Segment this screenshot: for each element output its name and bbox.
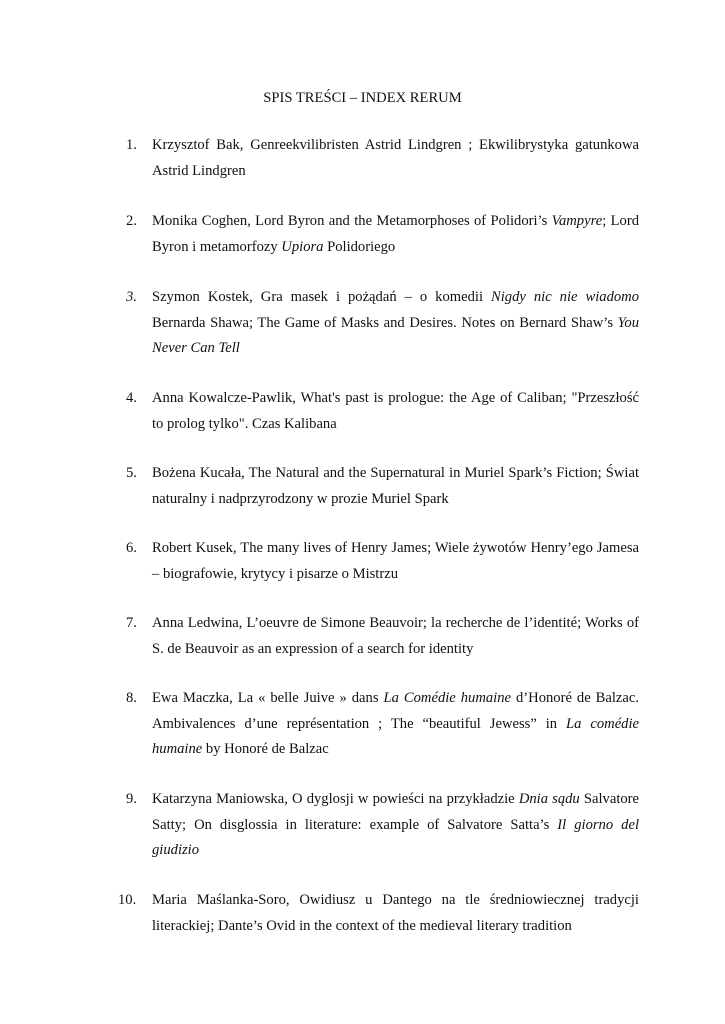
toc-entry-number: 7. [126,615,137,631]
toc-entry-text-part: Ewa Maczka, La « belle Juive » dans [152,690,384,706]
toc-entry-italic-title: You Never Can Tell [152,314,639,356]
toc-entry-text [152,133,639,184]
toc-entry-text [152,461,639,512]
toc-entry-number: 9. [126,791,137,807]
toc-entry-text [152,686,639,763]
toc-entry-text [152,285,639,362]
toc-entry-text-part: Anna Ledwina, L’oeuvre de Simone Beauvoir; la recherche de l’identité; Works of S. de Beauvoir as an expression of a search for identity [152,615,639,657]
toc-entry-text-part: Robert Kusek, The many lives of Henry James; Wiele żywotów Henry’ego Jamesa – biografowie, krytycy i pisarze o Mistrzu [152,540,639,582]
toc-entry-text-part: by Honoré de Balzac [202,741,329,757]
toc-entry-italic-title: Dnia sądu [518,791,580,807]
toc-entry-italic-title: Upiora [281,238,324,255]
toc-entry-text [152,386,639,437]
toc-entry-text-part: Bożena Kucała, The Natural and the Supernatural in Muriel Spark’s Fiction; Świat naturalny i nadprzyrodzony w prozie Muriel Spark [152,465,639,507]
toc-entry-text-part: Monika Coghen, Lord Byron and the Metamorphoses of Polidori’s [152,213,552,229]
toc-entry-italic-title: Nigdy nic nie wiadomo [491,289,640,305]
toc-entry-number: 5. [126,465,137,481]
toc-entry-text-part: Polidoriego [323,238,396,255]
toc-entry-number: 1. [126,137,137,153]
toc-entry-number: 2. [126,213,137,229]
toc-entry-text [152,611,639,662]
toc-entry-number: 8. [126,690,137,706]
toc-entry-italic-title: Vampyre [551,213,603,229]
toc-entry-text-part: Szymon Kostek, Gra masek i pożądań – o komedii [152,289,491,305]
toc-entry-text-part: Katarzyna Maniowska, O dyglosji w powieści na przykładzie [152,791,519,807]
toc-entry-text-part: Bernarda Shawa; The Game of Masks and Desires. Notes on Bernard Shaw’s [152,314,618,331]
toc-entry-text [152,536,639,587]
toc-entry-text [152,787,639,864]
toc-entry-number: 3. [126,289,137,305]
toc-entry-text-part: ; Lord Byron i metamorfozy [152,213,639,255]
toc-entry-number: 6. [126,540,137,556]
toc-entry-text-part: Maria Maślanka-Soro, Owidiusz u Dantego na tle średniowiecznej tradycji literackiej; Dante’s Ovid in the context of the medieval literary tradition [152,892,639,934]
toc-entry-text [152,209,639,260]
toc-entry-italic-title: Il giorno del giudizio [152,816,639,858]
toc-entry-text [152,888,639,939]
toc-entry-text-part: d’Honoré de Balzac. Ambivalences d’une représentation ; The “beautiful Jewess” in [152,690,639,732]
toc-entry-text-part: Anna Kowalcze-Pawlik, What's past is prologue: the Age of Caliban; "Przeszłość to prolog tylko". Czas Kalibana [152,390,639,432]
toc-entry-number: 4. [126,390,137,406]
toc-entry-text-part: Salvatore Satty; On disglossia in literature: example of Salvatore Satta’s [152,791,640,833]
toc-entry-number: 10. [118,892,137,908]
toc-entry-italic-title: La comédie humaine [152,715,639,757]
toc-entry-text-part: Krzysztof Bak, Genreekvilibristen Astrid Lindgren ; Ekwilibrystyka gatunkowa Astrid Lindgren [152,137,639,179]
toc-entry-italic-title: La Comédie humaine [383,690,512,706]
page-title: SPIS TREŚCI – INDEX RERUM [263,90,462,106]
